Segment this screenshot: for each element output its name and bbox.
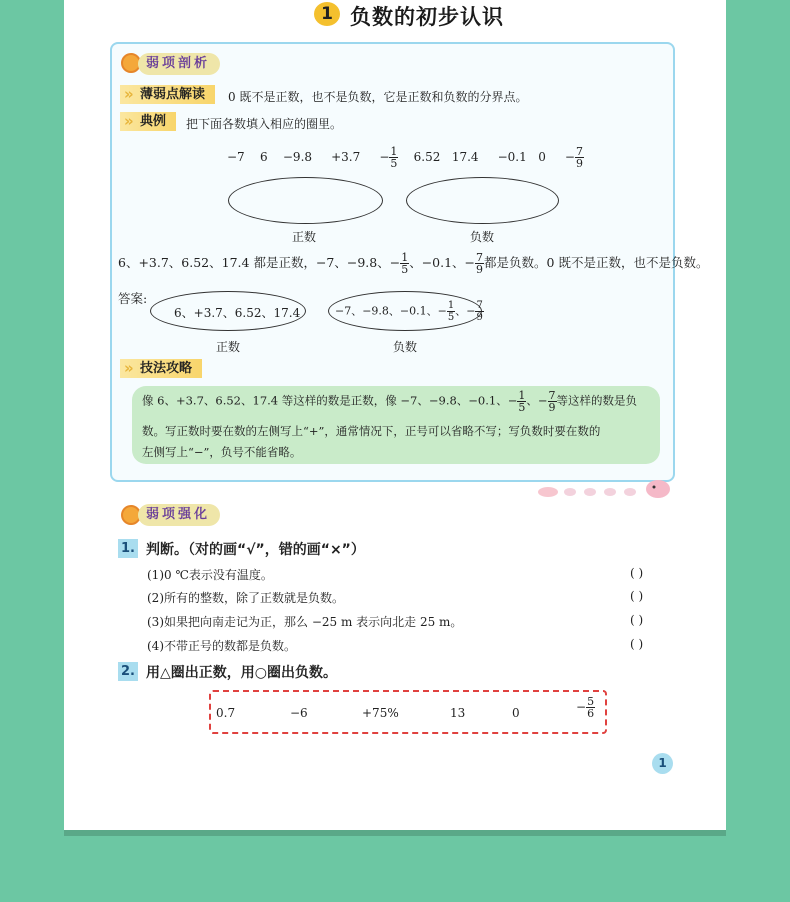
answer-part: −7、−9.8、−0.1、− [335,304,447,318]
negative-answer-content [335,300,484,323]
number-item[interactable]: 0 [512,706,520,720]
judge-item-4: (4)不带正号的数都是负数。 [147,639,296,653]
num-item: 6 [259,150,268,164]
num-item: 17.4 [451,150,479,164]
answer-label: 答案: [118,291,148,306]
numbers-box [209,690,607,734]
negative-answer-label: 负数 [393,340,418,354]
judge-item-3: (3)如果把向南走记为正，那么 −25 m 表示向北走 25 m。 [147,615,463,629]
number-item[interactable]: +75% [362,706,399,720]
technique-part: 等这样的数是负 [556,393,637,408]
technique-part: 像 6、+3.7、6.52、17.4 等这样的数是正数，像 −7、−9.8、−0.1、− [142,393,518,408]
technique-line-1 [142,390,637,413]
num-item: +3.7 [331,150,361,164]
lesson-number-badge: 1 [314,2,340,26]
fraction: $\frac{7}{9}$ [548,389,556,414]
question-1-title: 判断。（对的画“√”，错的画“×”） [146,542,365,558]
weak-point-label: » 薄弱点解读 [120,85,215,104]
fraction: $\frac{1}{5}$ [518,389,526,414]
fraction-sign: − [564,150,575,164]
number-item[interactable]: 0.7 [216,706,236,720]
fraction-item[interactable] [576,696,595,719]
number-item[interactable]: −6 [290,706,308,720]
fraction: $\frac{7}{9}$ [476,300,483,323]
technique-label: » 技法攻略 [120,359,202,378]
positive-answer-label: 正数 [216,340,241,354]
fraction-sign: − [379,150,390,164]
weak-point-text: 0 既不是正数，也不是负数，它是正数和负数的分界点。 [228,90,528,104]
judge-item-1: (1)0 ℃表示没有温度。 [147,568,273,582]
lesson-title: 负数的初步认识 [350,5,504,29]
weak-strengthen-tag: 弱项强化 [138,504,220,526]
page-number: 1 [652,753,673,774]
fraction: $\frac{1}{5}$ [447,300,455,323]
negative-oval-label: 负数 [470,230,495,244]
answer-part: 、− [455,304,476,318]
example-label: » 典例 [120,112,176,131]
explanation-line [118,252,708,275]
question-2-title: 用△圈出正数，用○圈出负数。 [146,665,337,681]
fraction: $\frac{7}{9}$ [575,145,583,170]
question-2-number: 2. [118,662,138,681]
fraction: $\frac{5}{6}$ [587,695,595,720]
question-1-number: 1. [118,539,138,558]
explanation-part: 6、+3.7、6.52、17.4 都是正数，−7、−9.8、− [118,255,401,270]
answer-blank[interactable]: ( ) [630,613,644,627]
explanation-part: 、−0.1、− [409,255,476,270]
judge-item-2: (2)所有的整数，除了正数就是负数。 [147,591,344,605]
answer-blank[interactable]: ( ) [630,637,644,651]
fraction: $\frac{1}{5}$ [390,145,398,170]
example-prompt: 把下面各数填入相应的圈里。 [186,117,343,131]
decorative-creatures-icon [534,474,674,500]
num-item: −7 [227,150,245,164]
explanation-part: 都是负数。0 既不是正数，也不是负数。 [484,255,709,270]
technique-line-3: 左侧写上“−”，负号不能省略。 [142,445,302,459]
positive-answer-content: 6、+3.7、6.52、17.4 [174,306,301,320]
num-item: −0.1 [497,150,527,164]
answer-blank[interactable]: ( ) [630,566,644,580]
negative-oval-empty [406,177,559,224]
technique-part: 、− [526,393,548,408]
technique-line-2: 数。写正数时要在数的左侧写上“+”，通常情况下，正号可以省略不写；写负数时要在数的 [142,424,601,438]
num-item: 6.52 [413,150,441,164]
num-item: −9.8 [282,150,313,164]
fraction: $\frac{7}{9}$ [476,251,484,276]
answer-blank[interactable]: ( ) [630,589,644,603]
positive-oval-label: 正数 [292,230,317,244]
example-numbers-row [227,146,584,169]
positive-oval-empty [228,177,383,224]
num-item: 0 [538,150,546,164]
page-shadow [64,830,726,836]
number-item[interactable]: 13 [450,706,466,720]
fraction: $\frac{1}{5}$ [401,251,409,276]
weak-analysis-tag: 弱项剖析 [138,53,220,75]
fraction-sign: − [576,700,587,714]
